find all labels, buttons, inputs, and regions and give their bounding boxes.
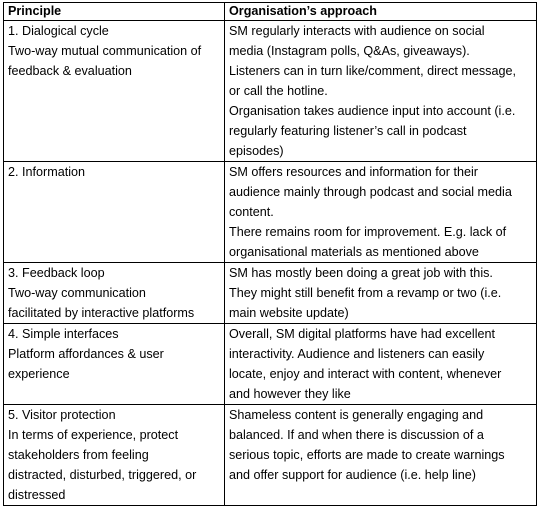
approach-text-line: episodes): [229, 144, 284, 158]
header-approach: Organisation’s approach: [225, 3, 537, 21]
approach-text-line: Organisation takes audience input into account (i.e.: [229, 104, 516, 118]
approach-cell: [225, 21, 537, 162]
approach-text-line: Listeners can in turn like/comment, direct message,: [229, 64, 516, 78]
principle-cell: [4, 263, 225, 324]
approach-text-line: or call the hotline.: [229, 84, 328, 98]
principle-cell: [4, 21, 225, 162]
approach-text-line: balanced. If and when there is discussion of a: [229, 428, 484, 442]
table-row: [4, 324, 537, 405]
principle-text-line: Platform affordances & user: [8, 347, 164, 361]
approach-text-line: audience mainly through podcast and social media: [229, 185, 512, 199]
table-row: [4, 405, 537, 506]
header-row: [4, 3, 537, 21]
approach-text-line: SM has mostly been doing a great job with this.: [229, 266, 493, 280]
principle-text-line: feedback & evaluation: [8, 64, 132, 78]
approach-text-line: SM regularly interacts with audience on social: [229, 24, 485, 38]
approach-text-line: organisational materials as mentioned above: [229, 245, 479, 259]
approach-text-line: serious topic, efforts are made to create warnings: [229, 448, 505, 462]
table-header: [4, 3, 537, 21]
approach-text-line: They might still benefit from a revamp or two (i.e.: [229, 286, 502, 300]
table-body: [4, 21, 537, 506]
approach-cell: [225, 162, 537, 263]
approach-text-line: interactivity. Audience and listeners can easily: [229, 347, 485, 361]
principle-text-line: Two-way communication: [8, 286, 146, 300]
principle-text-line: 5. Visitor protection: [8, 408, 116, 422]
approach-text-line: Overall, SM digital platforms have had excellent: [229, 327, 495, 341]
approach-text-line: and offer support for audience (i.e. help line): [229, 468, 476, 482]
approach-text-line: main website update): [229, 306, 349, 320]
principles-table: [3, 2, 537, 506]
principle-text-line: 2. Information: [8, 165, 86, 179]
principle-text-line: distressed: [8, 488, 66, 502]
approach-text-line: media (Instagram polls, Q&As, giveaways).: [229, 44, 470, 58]
approach-text-line: There remains room for improvement. E.g. lack of: [229, 225, 507, 239]
principle-cell: [4, 162, 225, 263]
approach-cell: [225, 263, 537, 324]
principle-text-line: 4. Simple interfaces: [8, 327, 119, 341]
principle-text-line: facilitated by interactive platforms: [8, 306, 195, 320]
approach-text-line: regularly featuring listener’s call in podcast: [229, 124, 467, 138]
principle-text-line: 1. Dialogical cycle: [8, 24, 109, 38]
principle-text-line: distracted, disturbed, triggered, or: [8, 468, 197, 482]
approach-text-line: SM offers resources and information for their: [229, 165, 478, 179]
principle-cell: [4, 324, 225, 405]
approach-text-line: content.: [229, 205, 274, 219]
table-row: [4, 162, 537, 263]
header-principle: Principle: [4, 3, 225, 21]
approach-cell: [225, 405, 537, 506]
approach-text-line: locate, enjoy and interact with content, whenever: [229, 367, 502, 381]
approach-text-line: Shameless content is generally engaging and: [229, 408, 484, 422]
principle-text-line: Two-way mutual communication of: [8, 44, 202, 58]
approach-cell: [225, 324, 537, 405]
approach-text-line: and however they like: [229, 387, 351, 401]
principle-text-line: 3. Feedback loop: [8, 266, 105, 280]
principle-text-line: In terms of experience, protect: [8, 428, 179, 442]
table-row: [4, 21, 537, 162]
principle-text-line: experience: [8, 367, 70, 381]
principle-text-line: stakeholders from feeling: [8, 448, 149, 462]
table-row: [4, 263, 537, 324]
principle-cell: [4, 405, 225, 506]
